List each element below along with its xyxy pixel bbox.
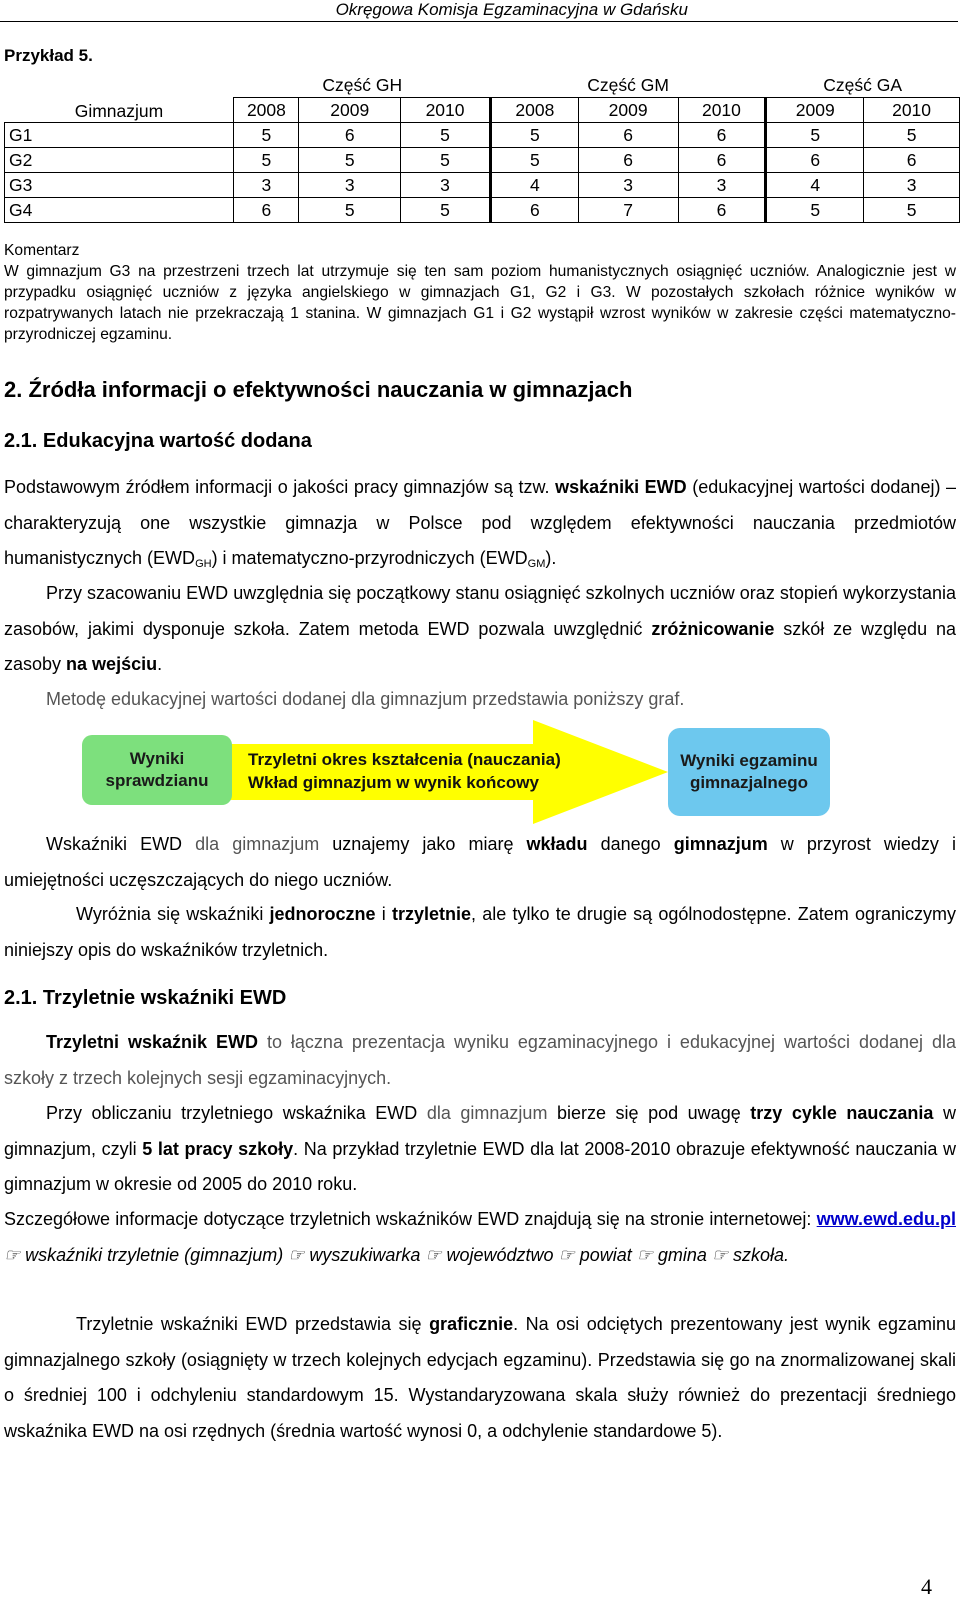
section-2-1-heading: 2.1. Edukacyjna wartość dodana bbox=[4, 430, 312, 452]
table-cell: 5 bbox=[401, 198, 491, 223]
section-2-1-three-year-heading: 2.1. Trzyletnie wskaźniki EWD bbox=[4, 987, 287, 1009]
text-bold: wskaźniki EWD bbox=[555, 477, 687, 497]
text-bold: trzyletnie bbox=[391, 904, 472, 924]
box-exam-results: Wyniki egzaminu gimnazjalnego bbox=[668, 728, 830, 816]
gym-name: G1 bbox=[5, 123, 234, 148]
text: Metodę edukacyjnej wartości dodanej dla gimnazjum przedstawia poniższy graf. bbox=[46, 689, 685, 709]
text: ). bbox=[545, 548, 557, 568]
gym-name: G2 bbox=[5, 148, 234, 173]
paragraph-ewd-measure bbox=[4, 827, 956, 898]
table-cell: 3 bbox=[234, 173, 299, 198]
header-divider bbox=[0, 21, 958, 22]
text: Przy szacowaniu EWD uwzględnia się początkowy stanu osiągnięć szkolnych uczniów oraz stopień wykorzystania zasobów, jakimi dysponuje szkoła. Zatem metoda EWD pozwala uwzględnić bbox=[4, 583, 956, 639]
paragraph-graphic-presentation bbox=[4, 1307, 956, 1449]
ewd-website-link[interactable]: www.ewd.edu.pl bbox=[816, 1209, 956, 1229]
box-exam-test-results: Wyniki sprawdzianu bbox=[82, 735, 232, 805]
table-cell: 5 bbox=[234, 123, 299, 148]
text: , ale tylko te drugie są ogólnodostępne. Zatem ograniczymy niniejszy opis do wskaźników trzyletnich. bbox=[4, 904, 956, 960]
table-cell: 6 bbox=[678, 148, 766, 173]
year-cell: 2008 bbox=[234, 98, 299, 123]
table-cell: 3 bbox=[299, 173, 401, 198]
table-cell: 5 bbox=[864, 198, 960, 223]
comment-text: W gimnazjum G3 na przestrzeni trzech lat utrzymuje się ten sam poziom humanistycznych osiągnięć uczniów. Analogicznie jest w przypadku osiągnięć uczniów z języka angielskiego w gimnazjach G1, G2 i G3. W pozostałych szkołach różnice wyników w rozpatrywanych latach nie przekraczają 1 stanina. W gimnazjach G1 i G2 wystąpił wzrost wyników w zakresie części matematyczno-przyrodniczej egzaminu. bbox=[4, 263, 956, 343]
text: Przy obliczaniu trzyletniego wskaźnika EWD bbox=[46, 1103, 427, 1123]
text-bold: graficznie bbox=[429, 1314, 514, 1334]
text: (edukacyjnej wartości dodanej) – charakteryzują one wszystkie gimnazja w Polsce pod względem efektywności nauczania przedmiotów humanistycznych (EWD bbox=[4, 477, 957, 568]
group-ga: Część GA bbox=[823, 74, 903, 95]
table-cell: 6 bbox=[578, 123, 678, 148]
text-bold: na wejściu bbox=[66, 654, 158, 674]
group-gm: Część GM bbox=[587, 74, 669, 95]
year-cell: 2009 bbox=[299, 98, 401, 123]
table-row bbox=[5, 198, 960, 223]
text: ) i matematyczno-przyrodniczych (EWD bbox=[211, 548, 528, 568]
text: Podstawowym źródłem informacji o jakości pracy gimnazjów są tzw. bbox=[4, 477, 556, 497]
text-bold: zróżnicowanie bbox=[651, 618, 775, 639]
table-cell: 7 bbox=[578, 198, 678, 223]
table-row bbox=[5, 123, 960, 148]
text: Trzyletnie wskaźniki EWD przedstawia się bbox=[76, 1314, 430, 1334]
text: . bbox=[157, 654, 163, 674]
paragraph-three-year-definition bbox=[4, 1025, 956, 1096]
year-cell: 2008 bbox=[490, 98, 578, 123]
table-cell: 5 bbox=[401, 123, 491, 148]
text: bierze się pod uwagę bbox=[547, 1103, 751, 1123]
table-cell: 5 bbox=[490, 123, 578, 148]
text: . Na przykład trzyletnie EWD dla lat 2008-2010 obrazuje efektywność nauczania w gimnazjum w okresie od 2005 do 2010 roku. bbox=[4, 1138, 956, 1194]
page-header: Okręgowa Komisja Egzaminacyjna w Gdańsku bbox=[335, 0, 688, 19]
text: danego bbox=[587, 834, 674, 854]
table-cell: 6 bbox=[766, 148, 864, 173]
text: w gimnazjum, czyli bbox=[4, 1103, 956, 1159]
table-cell: 3 bbox=[578, 173, 678, 198]
table-cell: 6 bbox=[234, 198, 299, 223]
year-cell: 2010 bbox=[864, 98, 960, 123]
table-cell: 5 bbox=[766, 123, 864, 148]
table-cell: 5 bbox=[299, 198, 401, 223]
text-gray: dla gimnazjum bbox=[195, 834, 320, 854]
text: uznajemy jako miarę bbox=[319, 834, 527, 854]
paragraph-graph-intro bbox=[4, 682, 956, 718]
results-table bbox=[4, 73, 960, 223]
table-cell: 6 bbox=[678, 123, 766, 148]
text: . Na osi odciętych prezentowany jest wynik egzaminu gimnazjalnego szkoły (osiągnięty w trzech kolejnych edycjach egzaminu). Przedstawia się go na znormalizowanej skali o średniej 100 i odchyleniu standardowym 15. Wystandaryzowana skala służy również do prezentacji średniego wskaźnika EWD na osi rzędnych (średnia wartość wynosi 0, a odchylenie standardowe 5). bbox=[4, 1314, 956, 1441]
text: Wskaźniki EWD bbox=[46, 834, 196, 854]
text: i bbox=[375, 904, 392, 924]
table-cell: 5 bbox=[299, 148, 401, 173]
paragraph-three-year-calc bbox=[4, 1096, 956, 1203]
year-cell: 2009 bbox=[766, 98, 864, 123]
table-cell: 6 bbox=[299, 123, 401, 148]
paragraph-ewd-intro bbox=[4, 470, 956, 577]
gym-name: G3 bbox=[5, 173, 234, 198]
table-cell: 5 bbox=[401, 148, 491, 173]
text-bold: trzy cykle nauczania bbox=[750, 1103, 934, 1123]
text: Szczegółowe informacje dotyczące trzyletnich wskaźników EWD znajdują się na stronie internetowej: bbox=[4, 1209, 817, 1229]
table-cell: 4 bbox=[766, 173, 864, 198]
table-cell: 5 bbox=[864, 123, 960, 148]
table-cell: 4 bbox=[490, 173, 578, 198]
table-cell: 6 bbox=[490, 198, 578, 223]
text: w przyrost wiedzy i umiejętności uczęszczających do niego uczniów. bbox=[4, 834, 956, 890]
year-cell: 2010 bbox=[678, 98, 766, 123]
text-bold: gimnazjum bbox=[673, 834, 768, 854]
paragraph-ewd-method bbox=[4, 576, 956, 683]
year-cell: 2009 bbox=[578, 98, 678, 123]
text: Wyróżnia się wskaźniki bbox=[76, 904, 270, 924]
table-header-row bbox=[5, 73, 960, 98]
arrow-label-line: Wkład gimnazjum w wynik końcowy bbox=[248, 773, 539, 792]
arrow-label bbox=[248, 748, 561, 794]
ewd-diagram bbox=[80, 720, 840, 828]
arrow-label-line: Trzyletni okres kształcenia (nauczania) bbox=[248, 750, 561, 769]
subscript: GH bbox=[195, 558, 212, 570]
text: szkół ze względu na zasoby bbox=[4, 618, 956, 674]
example-title: Przykład 5. bbox=[4, 46, 93, 65]
table-cell: 3 bbox=[401, 173, 491, 198]
text-bold: jednoroczne bbox=[269, 904, 376, 924]
paragraph-website-info bbox=[4, 1202, 956, 1273]
text-gray: to łączna prezentacja wyniku egzaminacyjnego i edukacyjnej wartości dodanej dla szkoły z trzech kolejnych sesji egzaminacyjnych. bbox=[4, 1032, 956, 1088]
table-cell: 6 bbox=[578, 148, 678, 173]
subscript: GM bbox=[527, 558, 546, 570]
comment-title: Komentarz bbox=[4, 242, 80, 259]
group-gh: Część GH bbox=[322, 74, 403, 95]
paragraph-indicator-types bbox=[4, 897, 956, 968]
table-cell: 5 bbox=[490, 148, 578, 173]
table-cell: 6 bbox=[864, 148, 960, 173]
gym-name: G4 bbox=[5, 198, 234, 223]
text-bold: wkładu bbox=[526, 834, 588, 854]
page-number: 4 bbox=[921, 1574, 932, 1599]
table-row bbox=[5, 173, 960, 198]
navigation-path: ☞ wskaźniki trzyletnie (gimnazjum) ☞ wyszukiwarka ☞ województwo ☞ powiat ☞ gmina ☞ szkoła. bbox=[4, 1244, 790, 1265]
table-row bbox=[5, 148, 960, 173]
section-2-heading: 2. Źródła informacji o efektywności nauczania w gimnazjach bbox=[4, 377, 633, 402]
comment-block bbox=[4, 240, 956, 345]
table-cell: 5 bbox=[766, 198, 864, 223]
text-gray: dla gimnazjum bbox=[426, 1103, 548, 1123]
table-cell: 5 bbox=[234, 148, 299, 173]
table-cell: 3 bbox=[678, 173, 766, 198]
table-cell: 6 bbox=[678, 198, 766, 223]
table-corner: Gimnazjum bbox=[74, 101, 164, 121]
year-cell: 2010 bbox=[401, 98, 491, 123]
text-bold: Trzyletni wskaźnik EWD bbox=[46, 1032, 258, 1052]
text-bold: 5 lat pracy szkoły bbox=[142, 1138, 294, 1159]
table-cell: 3 bbox=[864, 173, 960, 198]
